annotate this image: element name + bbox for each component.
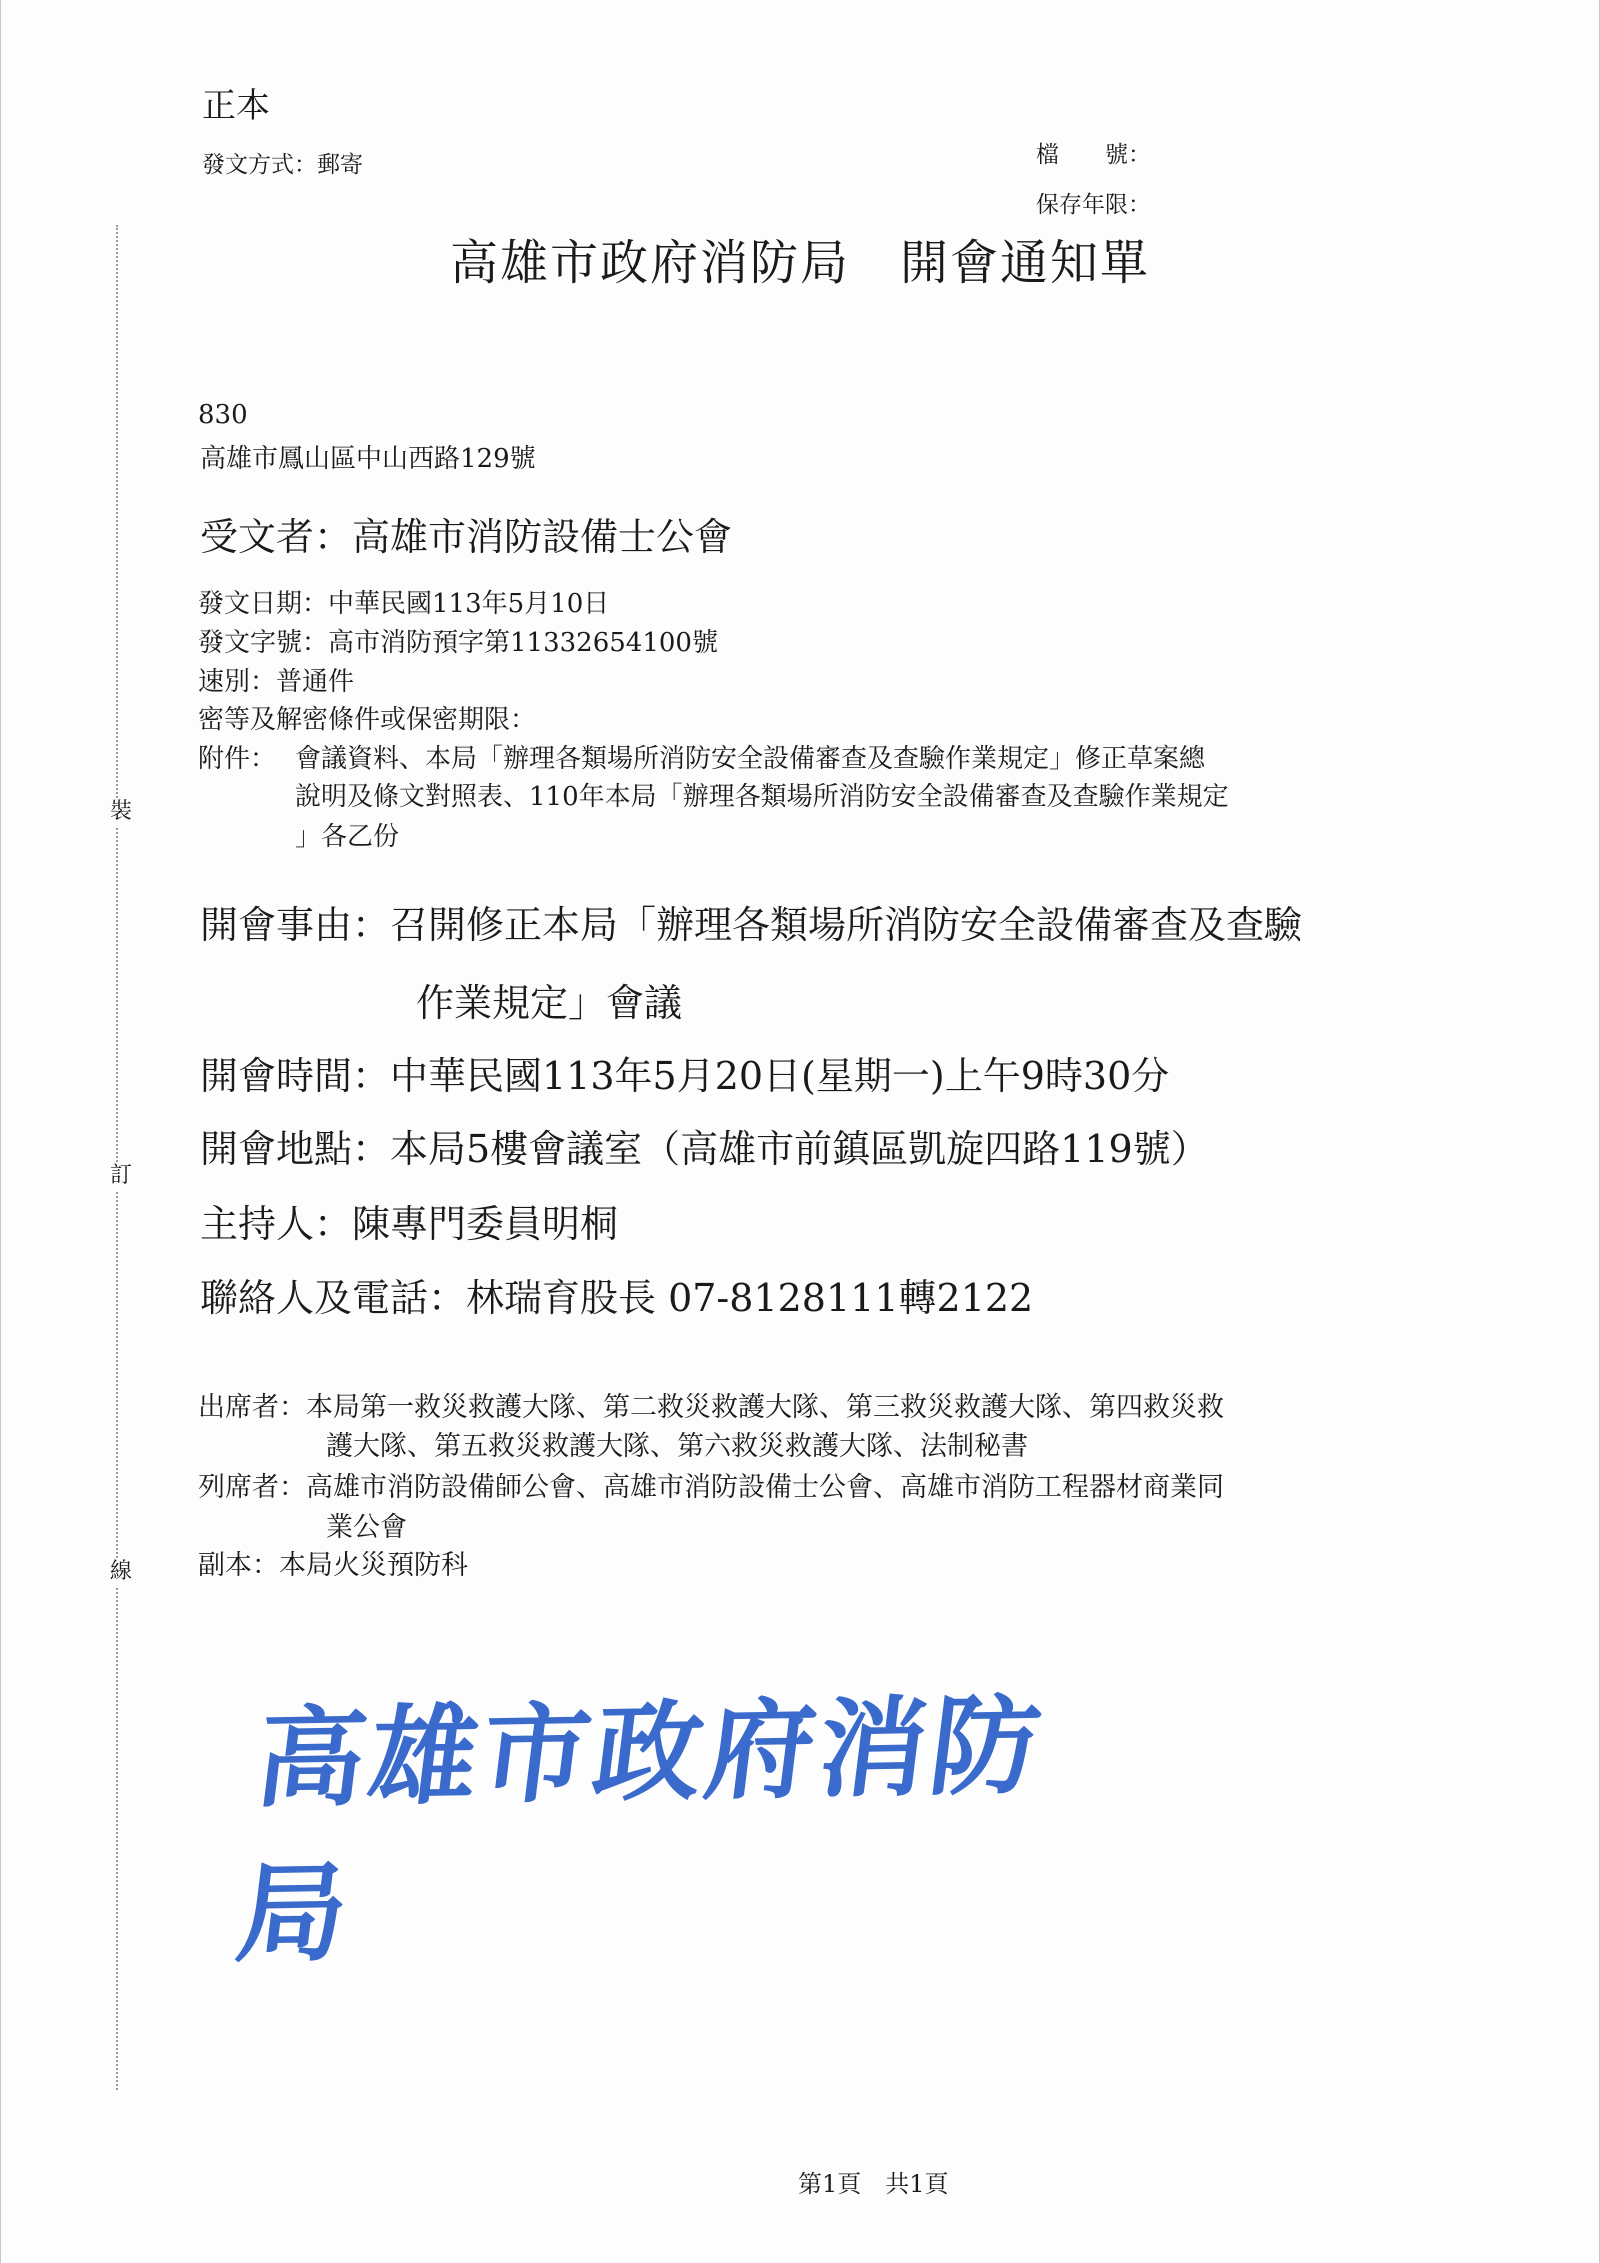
observers-continued: 業公會	[326, 1512, 407, 1543]
meeting-chair: 主持人：陳專門委員明桐	[200, 1202, 619, 1246]
binding-mark-xian: 線	[110, 1559, 133, 1584]
speed-class: 速別：普通件	[198, 667, 355, 697]
document-title: 高雄市政府消防局 開會通知單	[450, 235, 1151, 291]
meeting-time: 開會時間：中華民國113年5月20日(星期一)上午9時30分	[200, 1054, 1170, 1098]
recipient: 受文者：高雄市消防設備士公會	[200, 515, 733, 559]
binding-line	[116, 225, 118, 2090]
attachment-label: 附件：	[198, 744, 277, 774]
attachment-line: 會議資料、本局「辦理各類場所消防安全設備審查及查驗作業規定」修正草案總	[295, 744, 1206, 774]
dispatch-method: 發文方式：郵寄	[202, 152, 363, 178]
meeting-reason-continued: 作業規定」會議	[416, 981, 683, 1025]
attendees-continued: 護大隊、第五救災救護大隊、第六救災救護大隊、法制秘書	[326, 1431, 1028, 1462]
seal-text: 高雄市政府消防局	[230, 1684, 1051, 1978]
secrecy-level: 密等及解密條件或保密期限：	[198, 705, 537, 735]
issue-date: 發文日期：中華民國113年5月10日	[198, 589, 610, 619]
meeting-contact: 聯絡人及電話：林瑞育股長 07-8128111轉2122	[200, 1276, 1034, 1320]
retention-label: 保存年限：	[1036, 192, 1151, 218]
sender-address: 高雄市鳳山區中山西路129號	[200, 444, 536, 474]
carbon-copy: 副本：本局火災預防科	[198, 1550, 468, 1581]
page-number: 第1頁 共1頁	[798, 2170, 949, 2198]
binding-mark-ding: 訂	[110, 1163, 133, 1188]
agency-seal-stamp	[230, 1595, 1140, 1978]
meeting-place: 開會地點：本局5樓會議室（高雄市前鎮區凱旋四路119號）	[200, 1127, 1209, 1171]
observers: 列席者：高雄市消防設備師公會、高雄市消防設備士公會、高雄市消防工程器材商業同	[198, 1472, 1224, 1503]
attendees: 出席者：本局第一救災救護大隊、第二救災救護大隊、第三救災救護大隊、第四救災救	[198, 1392, 1224, 1423]
attachment-line: 說明及條文對照表、110年本局「辦理各類場所消防安全設備審查及查驗作業規定	[295, 782, 1229, 812]
sender-zip: 830	[198, 400, 248, 430]
meeting-reason: 開會事由：召開修正本局「辦理各類場所消防安全設備審查及查驗	[200, 903, 1303, 947]
binding-mark-zhuang: 裝	[110, 799, 133, 824]
attachment-line: 」各乙份	[295, 822, 400, 852]
copy-type: 正本	[202, 86, 270, 126]
file-number-label: 檔 號：	[1036, 142, 1151, 168]
document-number: 發文字號：高市消防預字第11332654100號	[198, 628, 718, 658]
